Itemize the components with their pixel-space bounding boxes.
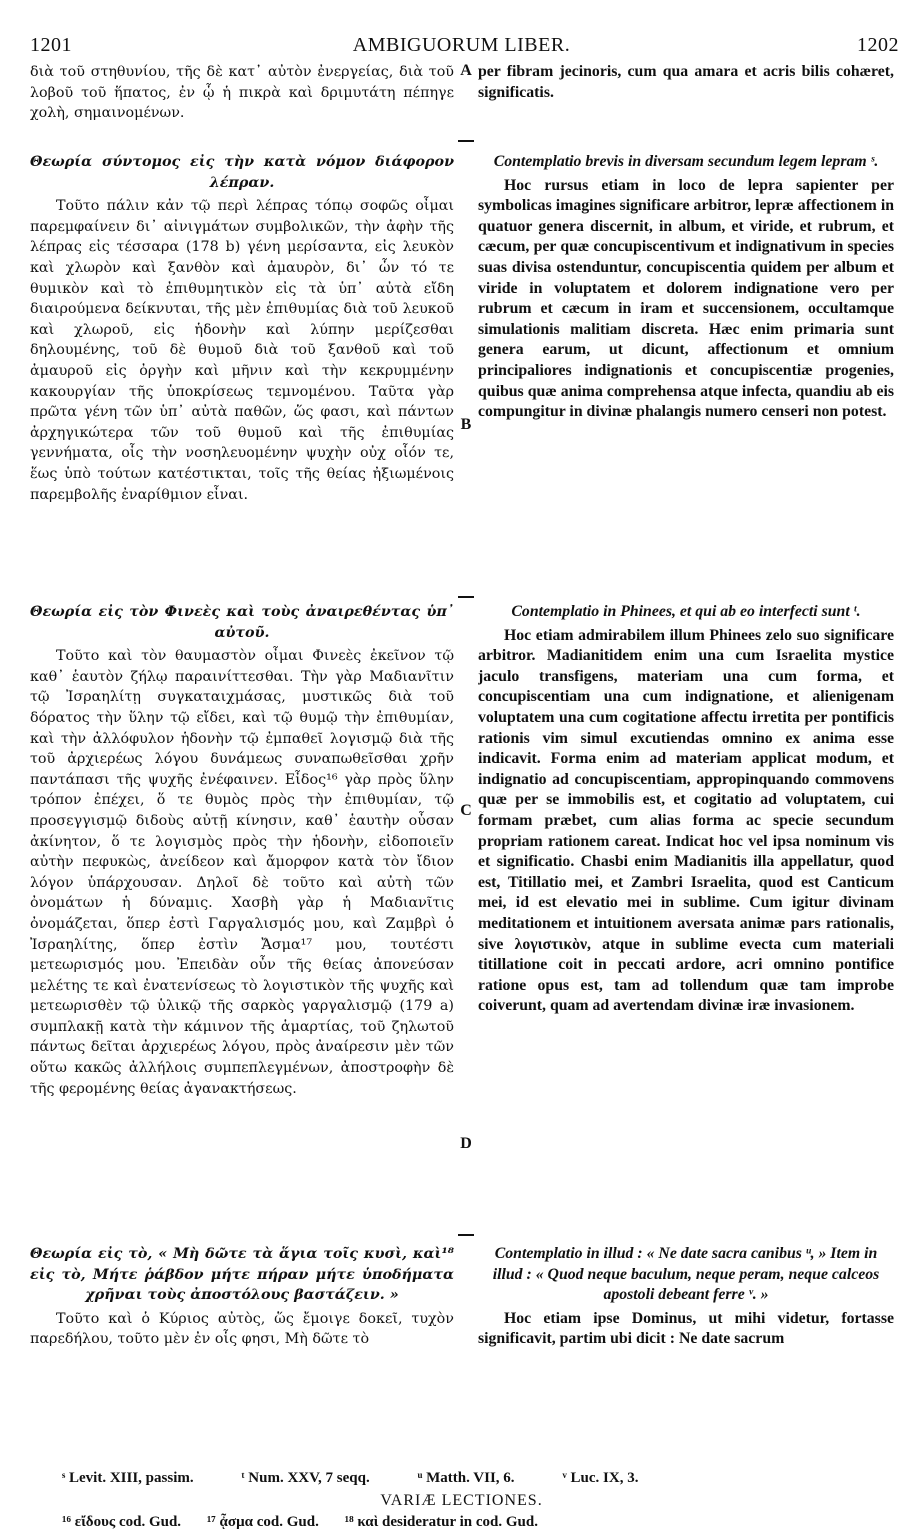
margin-letter-d: D	[460, 1135, 472, 1152]
latin-intro	[478, 62, 894, 103]
section-divider	[458, 596, 474, 598]
margin-letter-b: B	[460, 416, 472, 433]
latin-section-title-phinees: Contemplatio in Phinees, et qui ab eo interfecti sunt ᵗ.	[511, 603, 861, 620]
latin-section-text-sacra: Hoc etiam ipse Dominus, ut mihi videtur, fortasse significavit, partim ubi dicit : Ne date sacrum	[478, 1309, 894, 1348]
footnotes	[62, 1470, 902, 1487]
variant-reading: ¹⁸ καὶ desideratur in cod. Gud.	[344, 1514, 538, 1530]
section-divider	[458, 1234, 474, 1236]
greek-column	[30, 62, 454, 1444]
section-divider	[458, 140, 474, 142]
latin-intro-text: per fibram jecinoris, cum qua amara et acris bilis cohæret, significatis.	[478, 63, 894, 101]
left-page-number: 1201	[30, 34, 72, 56]
greek-section-title-sacra: Θεωρία εἰς τὸ, « Μὴ δῶτε τὰ ἅγια τοῖς κυσὶ, καὶ¹⁸ εἰς τὸ, Μήτε ῥάβδον μήτε πήραν μήτε ὑποδήματα χρῆναι τοὺς ἀποστόλους βαστάζειν. »	[30, 1246, 454, 1304]
latin-section-sacra	[478, 1244, 894, 1350]
footnote: ᵗ Num. XXV, 7 seqq.	[241, 1470, 370, 1486]
greek-section-text-sacra: Τοῦτο καὶ ὁ Κύριος αὐτὸς, ὥς ἔμοιγε δοκεῖ, τυχὸν παρεδήλου, τοῦτο μὲν ἐν οἷς φησι, Μὴ δῶτε τὸ	[30, 1310, 454, 1348]
greek-section-title-phinees: Θεωρία εἰς τὸν Φινεὲς καὶ τοὺς ἀναιρεθέντας ὑπ᾽ αὐτοῦ.	[30, 604, 454, 641]
variae-lectiones-title: VARIÆ LECTIONES.	[380, 1492, 543, 1509]
greek-section-lepra	[30, 152, 454, 505]
latin-section-text-lepra: Hoc rursus etiam in loco de lepra sapienter per symbolicas imagines significare arbitror, lepræ affectionem in quatuor genera discernit, in album, et viride, et rubrum, et cæcum, per quæ concupiscentivum et indignativum in species suas divisa ostenduntur, concupiscentia quidem per album et viride in voluptatem et dolorem indignatione vero per rubrum et cæcum in iram et succensionem, occultamque simulationis malitiam discreta. Hæc enim primaria sunt genera earum, ut dicunt, affectionum et omnium principaliores indignationis et concupiscentiæ progenies, quibus quæ anima comprehensa atque infecta, quandiu ab eis compungitur in divinæ phalangis numero censeri non potest.	[478, 176, 894, 421]
footnote: ᵛ Luc. IX, 3.	[562, 1470, 639, 1486]
right-page-number: 1202	[857, 34, 899, 56]
greek-section-text-lepra: Τοῦτο πάλιν κἀν τῷ περὶ λέπρας τόπῳ σοφῶς οἶμαι παρεμφαίνειν δι᾽ αἰνιγμάτων συμβολικῶν, τὴν ἀφὴν τῆς λέπρας εἰς τέσσαρα (178 b) γένη μερίσαντα, εἰς λευκὸν καὶ χλωρὸν καὶ ξανθὸν καὶ ἀμαυρὸν, δι᾽ ὧν τό τε θυμικὸν καὶ τὸ ἐπιθυμητικὸν εἰς τὰ ὑπ᾽ αὐτὰ εἴδη διαιρούμενα δείκνυται, τῆς μὲν ἐπιθυμίας διὰ τοῦ λευκοῦ καὶ χλωροῦ, εἰς ἡδονὴν καὶ λύπην μερίζεσθαι δηλουμένης, τοῦ δὲ θυμοῦ διὰ τοῦ ξανθοῦ καὶ τοῦ ἀμαυροῦ εἰς ὀργὴν καὶ μῆνιν καὶ τὴν κεκρυμμένην κακουργίαν τῆς ὑποκρίσεως τεμνομένου. Ταῦτα γὰρ πρῶτα γένη τῶν ὑπ᾽ αὐτὰ παθῶν, ὥς φασι, καὶ πάντων ἀρχηγικώτερα τῶν τοῦ θυμοῦ καὶ τῆς ἐπιθυμίας γεννήματα, οἷς τὴν νοσηλευομένην ψυχὴν οὐχ οἷόν τε, ἕως ὑπὸ τούτων κατέστικται, τοῖς τῆς θείας ἠξιωμένοις παρεμβολῆς ἐναρίθμιον εἶναι.	[30, 198, 454, 503]
greek-intro-text: διὰ τοῦ στηθυνίου, τῆς δὲ κατ᾽ αὐτὸν ἐνεργείας, διὰ τοῦ λοβοῦ τοῦ ἥπατος, ἐν ᾧ ἡ πικρὰ καὶ δριμυτάτη πέπηγε χολὴ, σημαινομένων.	[30, 64, 454, 122]
margin-letter-a: A	[460, 62, 472, 79]
latin-section-text-phinees: Hoc etiam admirabilem illum Phinees zelo suo significare arbitror. Madianitidem enim una cum Israelita mystice jaculo transfigens, materiam una cum forma, et concupiscentiam una cum indignatione, et alienigenam voluptatem una cum cogitatione affectu irretita per pontificis rationis vim simul excutiendas omnino ex anima esse indicavit. Forma enim ad materiam applicat modum, et indignatio ad concupiscentiam, appropinquando commovens quæ per se immobilis est, et cogitatio ad voluptatem, cui formam præbet, cum alias forma ac specie secundum propriam rationem careat. Indicat hoc vel ipsa nominum vis et significatio. Chasbi enim Madianitis illa appellatur, quod est, Titillatio mei, et Zambri Israelita, quod est Canticum mei, id est elevatio mei in sublime. Cum igitur divinam meditationem et intuitionem aversata animæ pars rationalis, sive λογιστικὸν, atque in sublime evecta cum materiali titillatione coit in peccati ardore, acri omnino pontifice ratione opus est, tam ad tollendum quæ tam improbe coiverunt, quam ad avertendam divinæ iræ invasionem.	[478, 626, 894, 1015]
greek-section-title-lepra: Θεωρία σύντομος εἰς τὴν κατὰ νόμον διάφορον λέπραν.	[30, 154, 454, 191]
latin-section-lepra	[478, 152, 894, 423]
footnote: ˢ Levit. XIII, passim.	[62, 1470, 194, 1486]
margin-letter-c: C	[460, 802, 472, 819]
greek-section-sacra	[30, 1244, 454, 1350]
greek-section-phinees	[30, 602, 454, 1099]
latin-section-phinees	[478, 602, 894, 1017]
footnote: ᵘ Matth. VII, 6.	[417, 1470, 515, 1486]
variant-reading: ¹⁷ ᾆσμα cod. Gud.	[206, 1514, 319, 1530]
latin-section-title-sacra: Contemplatio in illud : « Ne date sacra canibus ᵘ, » Item in illud : « Quod neque baculum, neque peram, neque calceos apostoli debeant ferre ᵛ. »	[492, 1245, 880, 1304]
running-title: AMBIGUORUM LIBER.	[352, 34, 571, 56]
variant-reading: ¹⁶ εἴδους cod. Gud.	[62, 1514, 182, 1530]
latin-column	[478, 62, 894, 1444]
latin-section-title-lepra: Contemplatio brevis in diversam secundum legem lepram ˢ.	[493, 153, 879, 170]
variae-lectiones-list	[62, 1514, 902, 1531]
greek-section-text-phinees: Τοῦτο καὶ τὸν θαυμαστὸν οἶμαι Φινεὲς ἐκεῖνον τῷ καθ᾽ ἑαυτὸν ζήλῳ παραινίττεσθαι. Τὴν γὰρ Μαδιανῖτιν τῷ Ἰσραηλίτῃ συγκαταιχμάσας, μυστικῶς διὰ τοῦ δόρατος τὴν ὕλην τῷ εἴδει, καὶ τῷ θυμῷ τὴν ἐπιθυμίαν, καὶ τὴν ἀλλόφυλον ἡδονὴν τῷ ἐμπαθεῖ λογισμῷ διὰ τῆς τοῦ ἀρχιερέως λόγου δυνάμεως συναπωθεῖσθαι χρῆν παντάπασι τῆς ψυχῆς ἐνέφαινεν. Εἶδος¹⁶ γὰρ πρὸς ὕλην τρόπον ἐπέχει, ὅ τε θυμὸς πρὸς τὴν ἐπιθυμίαν, τῷ προσεγγισμῷ διδοὺς αὐτῇ κίνησιν, καθ᾽ ἑαυτὴν οὖσαν ἀκίνητον, ὅ τε λογισμὸς πρὸς τὴν ἡδονὴν, εἰδοποιεῖν αὐτὴν πεφυκὼς, ἀνείδεον καὶ ἄμορφον κατὰ τὸν ἴδιον λόγον ὑπάρχουσαν. Δηλοῖ δὲ τοῦτο καὶ αὐτὴ τῶν ὀνομάτων ἡ δύναμις. Χασβὴ γὰρ ἡ Μαδιανῖτις ὀνομάζεται, ὅπερ ἐστὶ Γαργαλισμός μου, καὶ Ζαμβρὶ ὁ Ἰσραηλίτης, ὅπερ ἐστὶν Ἄσμα¹⁷ μου, τουτέστι μετεωρισμός μου. Ἐπειδὰν οὖν τῆς θείας ἀπονεύσαν μελέτης τε καὶ ἐνατενίσεως τὸ λογιστικὸν τῆς ψυχῆς καὶ μετεωρισθὲν τῷ ὑλικῷ τῆς σαρκὸς γαργαλισμῷ (179 a) συμπλακῇ κατὰ τὴν κάμινον τῆς ἁμαρτίας, τοῦ ζηλωτοῦ πάντως δεῖται ἀρχιερέως λόγου, πρὸς ἀναίρεσιν μὲν τῶν οὕτω κακῶς ἀλλήλοις συμπεπλεγμένων, ἀποστροφὴν δὲ τῆς φερομένης θείας ἀγανακτήσεως.	[30, 648, 454, 1097]
greek-intro	[30, 62, 454, 124]
